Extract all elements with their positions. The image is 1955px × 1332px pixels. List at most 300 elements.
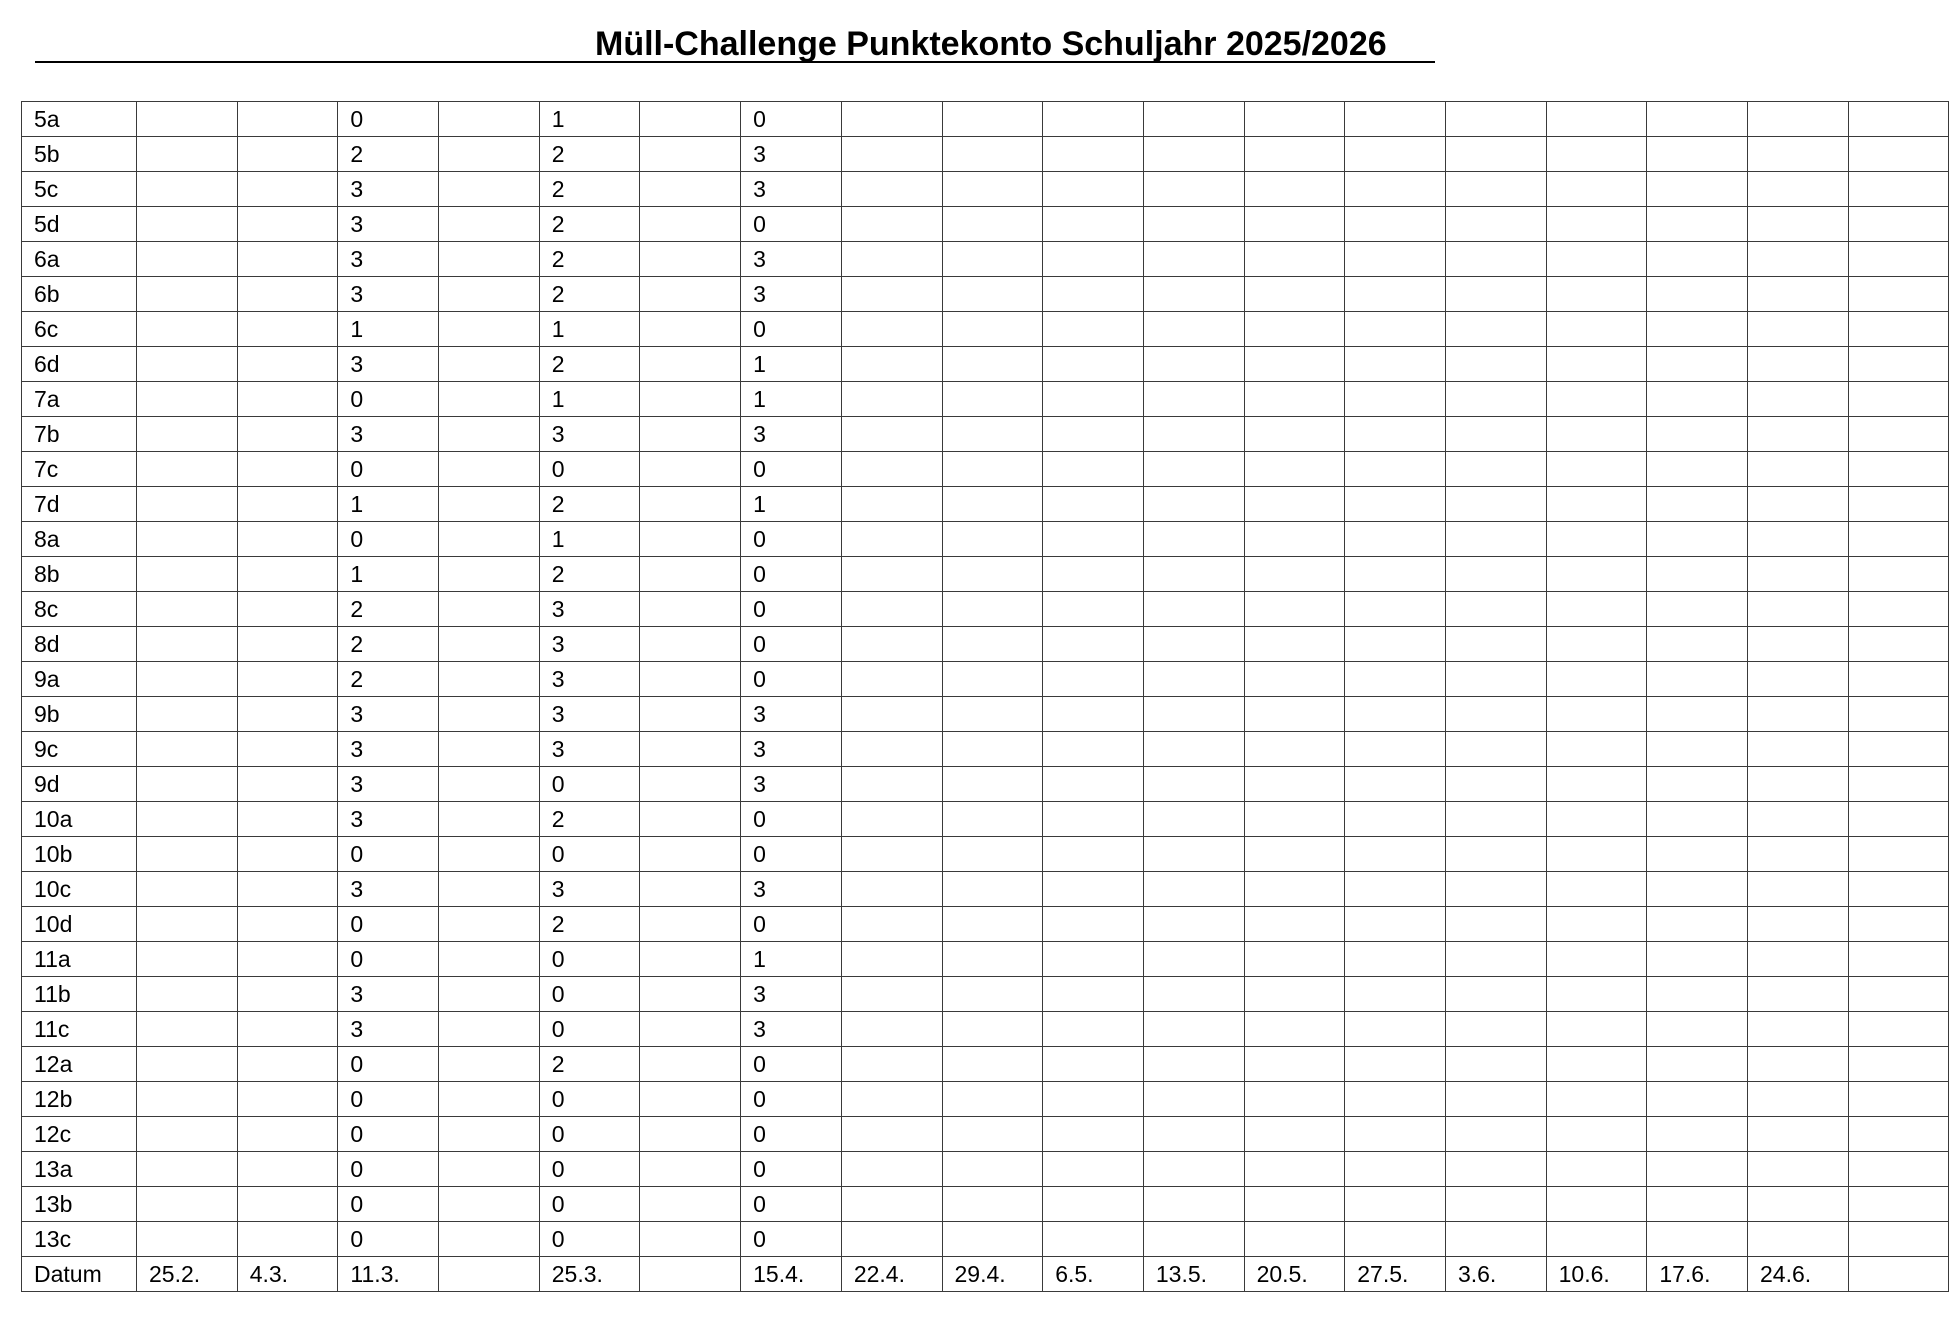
table-cell: [439, 872, 540, 907]
table-cell: [1445, 1082, 1546, 1117]
table-cell: [1748, 137, 1849, 172]
table-cell: [237, 732, 338, 767]
table-cell: [942, 942, 1043, 977]
table-cell: [1143, 417, 1244, 452]
class-label: 13a: [22, 1152, 137, 1187]
class-label: 7a: [22, 382, 137, 417]
table-cell: [1647, 872, 1748, 907]
table-cell: [1043, 1082, 1144, 1117]
table-cell: 3: [539, 732, 640, 767]
table-cell: [841, 242, 942, 277]
table-row: [22, 277, 1949, 312]
table-cell: [640, 1082, 741, 1117]
table-cell: [1546, 137, 1647, 172]
table-cell: [942, 1187, 1043, 1222]
table-cell: [1143, 1012, 1244, 1047]
table-cell: [1546, 207, 1647, 242]
class-label: 6c: [22, 312, 137, 347]
table-cell: 0: [539, 942, 640, 977]
table-row: [22, 417, 1949, 452]
table-cell: [1445, 977, 1546, 1012]
class-label: 10c: [22, 872, 137, 907]
table-cell: [1647, 627, 1748, 662]
table-cell: [841, 1012, 942, 1047]
table-cell: 3: [338, 977, 439, 1012]
table-cell: [1748, 942, 1849, 977]
table-cell: [237, 802, 338, 837]
table-cell: [841, 767, 942, 802]
table-cell: 0: [539, 977, 640, 1012]
table-cell: 3: [741, 417, 842, 452]
table-cell: [1445, 1152, 1546, 1187]
table-cell: [1143, 697, 1244, 732]
table-cell: [640, 662, 741, 697]
table-cell: 2: [539, 277, 640, 312]
table-cell: 0: [741, 452, 842, 487]
table-cell: [1043, 697, 1144, 732]
table-cell: [1445, 312, 1546, 347]
table-cell: [1647, 1117, 1748, 1152]
table-cell: [1546, 1012, 1647, 1047]
table-cell: 3: [338, 417, 439, 452]
table-cell: [137, 1082, 238, 1117]
table-cell: 1: [539, 522, 640, 557]
table-cell: [1345, 662, 1446, 697]
table-cell: [1546, 382, 1647, 417]
table-cell: [1647, 662, 1748, 697]
table-cell: [1244, 592, 1345, 627]
table-cell: [942, 1047, 1043, 1082]
table-cell: [1445, 1117, 1546, 1152]
table-cell: [1244, 452, 1345, 487]
table-cell: [1546, 732, 1647, 767]
table-cell: 0: [539, 1187, 640, 1222]
table-cell: 2: [539, 1047, 640, 1082]
class-label: 12a: [22, 1047, 137, 1082]
table-cell: [1748, 1012, 1849, 1047]
table-cell: [1445, 767, 1546, 802]
table-cell: [439, 1187, 540, 1222]
table-cell: [1244, 277, 1345, 312]
table-cell: [1143, 137, 1244, 172]
table-cell: [1647, 522, 1748, 557]
table-cell: [1345, 522, 1446, 557]
table-cell: [1748, 837, 1849, 872]
table-cell: [942, 1012, 1043, 1047]
table-cell: [1445, 1012, 1546, 1047]
table-cell: [1445, 1222, 1546, 1257]
table-cell: [1244, 627, 1345, 662]
table-cell: 0: [338, 907, 439, 942]
table-cell: 0: [539, 1082, 640, 1117]
table-cell: [640, 382, 741, 417]
table-cell: [1143, 942, 1244, 977]
table-cell: [942, 487, 1043, 522]
table-cell: [1043, 1117, 1144, 1152]
table-cell: [137, 1187, 238, 1222]
table-row: [22, 452, 1949, 487]
table-cell: [1748, 557, 1849, 592]
table-cell: 2: [539, 347, 640, 382]
table-cell: [137, 382, 238, 417]
table-cell: [841, 907, 942, 942]
table-cell: 2: [539, 802, 640, 837]
table-cell: [640, 172, 741, 207]
table-cell: 3.6.: [1445, 1257, 1546, 1292]
table-cell: 3: [741, 172, 842, 207]
table-cell: 3: [338, 242, 439, 277]
table-cell: [237, 837, 338, 872]
table-cell: [1345, 1187, 1446, 1222]
table-row: [22, 872, 1949, 907]
table-cell: [841, 697, 942, 732]
table-cell: [1647, 452, 1748, 487]
table-cell: [1848, 1082, 1949, 1117]
table-cell: [137, 1222, 238, 1257]
table-row: [22, 207, 1949, 242]
table-cell: [1748, 102, 1849, 137]
table-cell: [1244, 942, 1345, 977]
table-cell: [1848, 662, 1949, 697]
table-cell: 2: [338, 662, 439, 697]
table-cell: [942, 102, 1043, 137]
table-cell: [1043, 207, 1144, 242]
table-cell: [942, 382, 1043, 417]
table-cell: [1546, 627, 1647, 662]
table-cell: [1546, 872, 1647, 907]
table-cell: 3: [741, 137, 842, 172]
table-cell: [1748, 1082, 1849, 1117]
table-cell: 29.4.: [942, 1257, 1043, 1292]
table-cell: [1848, 592, 1949, 627]
table-cell: [1546, 347, 1647, 382]
table-cell: [640, 347, 741, 382]
table-cell: [1043, 942, 1144, 977]
table-cell: [137, 662, 238, 697]
table-cell: [237, 697, 338, 732]
table-cell: [237, 172, 338, 207]
table-cell: 24.6.: [1748, 1257, 1849, 1292]
table-cell: [640, 802, 741, 837]
table-cell: [137, 207, 238, 242]
table-cell: [841, 382, 942, 417]
table-cell: [1143, 977, 1244, 1012]
table-cell: 1: [539, 382, 640, 417]
table-cell: [1244, 907, 1345, 942]
table-cell: [1143, 452, 1244, 487]
table-cell: [237, 557, 338, 592]
table-row: [22, 837, 1949, 872]
table-cell: 3: [338, 277, 439, 312]
table-cell: [137, 732, 238, 767]
table-row: [22, 907, 1949, 942]
table-cell: [137, 557, 238, 592]
table-cell: [1748, 382, 1849, 417]
points-table: [21, 101, 1949, 1292]
table-cell: [1848, 977, 1949, 1012]
table-cell: 1: [741, 382, 842, 417]
table-cell: [1647, 802, 1748, 837]
class-label: 11a: [22, 942, 137, 977]
table-cell: 3: [338, 872, 439, 907]
table-cell: [1647, 137, 1748, 172]
table-cell: 11.3.: [338, 1257, 439, 1292]
table-cell: [942, 172, 1043, 207]
table-cell: [841, 592, 942, 627]
table-cell: [1043, 557, 1144, 592]
table-cell: [1647, 592, 1748, 627]
table-cell: [841, 277, 942, 312]
table-cell: [1445, 662, 1546, 697]
table-cell: [237, 592, 338, 627]
table-cell: [439, 802, 540, 837]
table-cell: [640, 872, 741, 907]
table-cell: [1848, 487, 1949, 522]
table-cell: [1546, 767, 1647, 802]
table-cell: [1848, 102, 1949, 137]
table-cell: 0: [741, 662, 842, 697]
table-cell: [640, 592, 741, 627]
table-cell: 0: [539, 837, 640, 872]
page-title: Müll-Challenge Punktekonto Schuljahr 2025/2026: [595, 25, 1387, 63]
table-cell: 3: [741, 1012, 842, 1047]
table-cell: [1244, 767, 1345, 802]
table-cell: [1647, 837, 1748, 872]
table-cell: [237, 277, 338, 312]
table-cell: [1345, 277, 1446, 312]
table-row: [22, 942, 1949, 977]
table-cell: [1043, 592, 1144, 627]
table-row: [22, 627, 1949, 662]
class-label: 7d: [22, 487, 137, 522]
table-cell: 0: [539, 1012, 640, 1047]
table-cell: [1244, 662, 1345, 697]
table-cell: [1546, 1117, 1647, 1152]
table-cell: [1143, 557, 1244, 592]
class-label: 8a: [22, 522, 137, 557]
class-label: 12b: [22, 1082, 137, 1117]
table-cell: [137, 872, 238, 907]
table-cell: 13.5.: [1143, 1257, 1244, 1292]
table-cell: 10.6.: [1546, 1257, 1647, 1292]
table-row: [22, 662, 1949, 697]
table-cell: [1345, 1152, 1446, 1187]
table-cell: [137, 102, 238, 137]
table-row: [22, 137, 1949, 172]
table-cell: [1043, 977, 1144, 1012]
table-cell: 20.5.: [1244, 1257, 1345, 1292]
table-cell: [1546, 1187, 1647, 1222]
table-cell: 1: [338, 557, 439, 592]
table-cell: [1748, 767, 1849, 802]
table-cell: [1244, 732, 1345, 767]
table-cell: 0: [338, 1187, 439, 1222]
table-cell: [137, 697, 238, 732]
table-cell: [439, 347, 540, 382]
table-cell: [1647, 1082, 1748, 1117]
table-cell: [1345, 417, 1446, 452]
table-cell: [1244, 347, 1345, 382]
table-cell: [1647, 1152, 1748, 1187]
table-row: [22, 382, 1949, 417]
table-cell: [1244, 697, 1345, 732]
table-cell: [1748, 242, 1849, 277]
table-cell: 3: [741, 977, 842, 1012]
table-cell: [1345, 102, 1446, 137]
table-cell: [439, 242, 540, 277]
table-cell: [942, 347, 1043, 382]
table-cell: 0: [741, 312, 842, 347]
table-cell: [1647, 1047, 1748, 1082]
table-cell: [942, 1152, 1043, 1187]
table-row: [22, 242, 1949, 277]
table-cell: [942, 627, 1043, 662]
table-cell: [1445, 732, 1546, 767]
table-cell: [942, 907, 1043, 942]
table-cell: 0: [338, 1082, 439, 1117]
table-cell: [1143, 487, 1244, 522]
table-cell: [1445, 1187, 1546, 1222]
table-cell: [1143, 1152, 1244, 1187]
table-cell: [1345, 382, 1446, 417]
table-cell: [1546, 1222, 1647, 1257]
table-cell: [1848, 697, 1949, 732]
table-cell: [237, 347, 338, 382]
table-cell: [1345, 557, 1446, 592]
table-cell: [1043, 872, 1144, 907]
table-cell: [1345, 347, 1446, 382]
table-cell: 17.6.: [1647, 1257, 1748, 1292]
table-cell: 1: [539, 312, 640, 347]
table-cell: 0: [741, 1082, 842, 1117]
table-cell: [1445, 942, 1546, 977]
table-cell: 0: [741, 522, 842, 557]
table-cell: [640, 1012, 741, 1047]
table-cell: 3: [539, 697, 640, 732]
table-cell: [137, 1117, 238, 1152]
table-cell: [439, 312, 540, 347]
table-cell: [640, 1117, 741, 1152]
table-cell: [237, 207, 338, 242]
table-cell: [1748, 487, 1849, 522]
class-label: 9c: [22, 732, 137, 767]
table-cell: [640, 417, 741, 452]
table-cell: [1143, 172, 1244, 207]
table-cell: [1546, 487, 1647, 522]
class-label: 13c: [22, 1222, 137, 1257]
table-cell: 2: [338, 137, 439, 172]
class-label: 10d: [22, 907, 137, 942]
table-cell: [1748, 417, 1849, 452]
table-cell: [640, 942, 741, 977]
table-cell: [1043, 1152, 1144, 1187]
table-cell: [1143, 522, 1244, 557]
table-cell: [1043, 627, 1144, 662]
table-cell: 0: [741, 1152, 842, 1187]
table-cell: [1647, 977, 1748, 1012]
table-cell: 0: [741, 907, 842, 942]
table-cell: [439, 592, 540, 627]
class-label: 5c: [22, 172, 137, 207]
table-cell: [1748, 172, 1849, 207]
table-cell: 2: [539, 207, 640, 242]
table-cell: [1546, 417, 1647, 452]
table-cell: [1043, 172, 1144, 207]
table-cell: [1043, 452, 1144, 487]
table-cell: [137, 417, 238, 452]
table-cell: [1647, 102, 1748, 137]
table-cell: [1546, 172, 1647, 207]
table-cell: [1345, 767, 1446, 802]
table-cell: [1848, 1117, 1949, 1152]
table-cell: [1244, 1047, 1345, 1082]
table-cell: [1647, 172, 1748, 207]
table-cell: [1445, 137, 1546, 172]
table-cell: 3: [338, 802, 439, 837]
table-cell: 3: [741, 732, 842, 767]
table-cell: [1848, 347, 1949, 382]
table-cell: [137, 907, 238, 942]
table-cell: [1748, 1187, 1849, 1222]
table-cell: [137, 837, 238, 872]
table-cell: [841, 312, 942, 347]
table-cell: 0: [338, 522, 439, 557]
table-cell: [640, 1047, 741, 1082]
table-cell: [1043, 907, 1144, 942]
table-cell: [1244, 522, 1345, 557]
table-cell: 4.3.: [237, 1257, 338, 1292]
table-row: [22, 172, 1949, 207]
table-cell: [1748, 312, 1849, 347]
table-cell: [841, 872, 942, 907]
table-cell: [1244, 1082, 1345, 1117]
title-underline: [35, 61, 1435, 63]
table-row: [22, 1187, 1949, 1222]
class-label: 9b: [22, 697, 137, 732]
table-cell: [640, 452, 741, 487]
table-row: [22, 347, 1949, 382]
table-cell: [1244, 872, 1345, 907]
table-cell: 3: [539, 872, 640, 907]
table-cell: 0: [539, 452, 640, 487]
table-cell: 3: [741, 872, 842, 907]
table-cell: [942, 977, 1043, 1012]
table-cell: [1043, 102, 1144, 137]
table-cell: [1546, 277, 1647, 312]
table-cell: [1445, 347, 1546, 382]
table-cell: [1647, 1222, 1748, 1257]
table-cell: [1345, 1117, 1446, 1152]
table-cell: [137, 977, 238, 1012]
table-cell: [1647, 1012, 1748, 1047]
class-label: 6d: [22, 347, 137, 382]
table-cell: [841, 662, 942, 697]
table-cell: [1043, 347, 1144, 382]
table-row: [22, 1082, 1949, 1117]
table-cell: 15.4.: [741, 1257, 842, 1292]
table-cell: [439, 732, 540, 767]
class-label: 5d: [22, 207, 137, 242]
table-cell: 3: [539, 662, 640, 697]
table-cell: [1143, 592, 1244, 627]
table-cell: 2: [338, 592, 439, 627]
table-cell: [942, 662, 1043, 697]
table-cell: 0: [338, 1222, 439, 1257]
table-cell: [1445, 592, 1546, 627]
table-cell: [1848, 732, 1949, 767]
table-cell: [1647, 487, 1748, 522]
table-cell: [942, 767, 1043, 802]
